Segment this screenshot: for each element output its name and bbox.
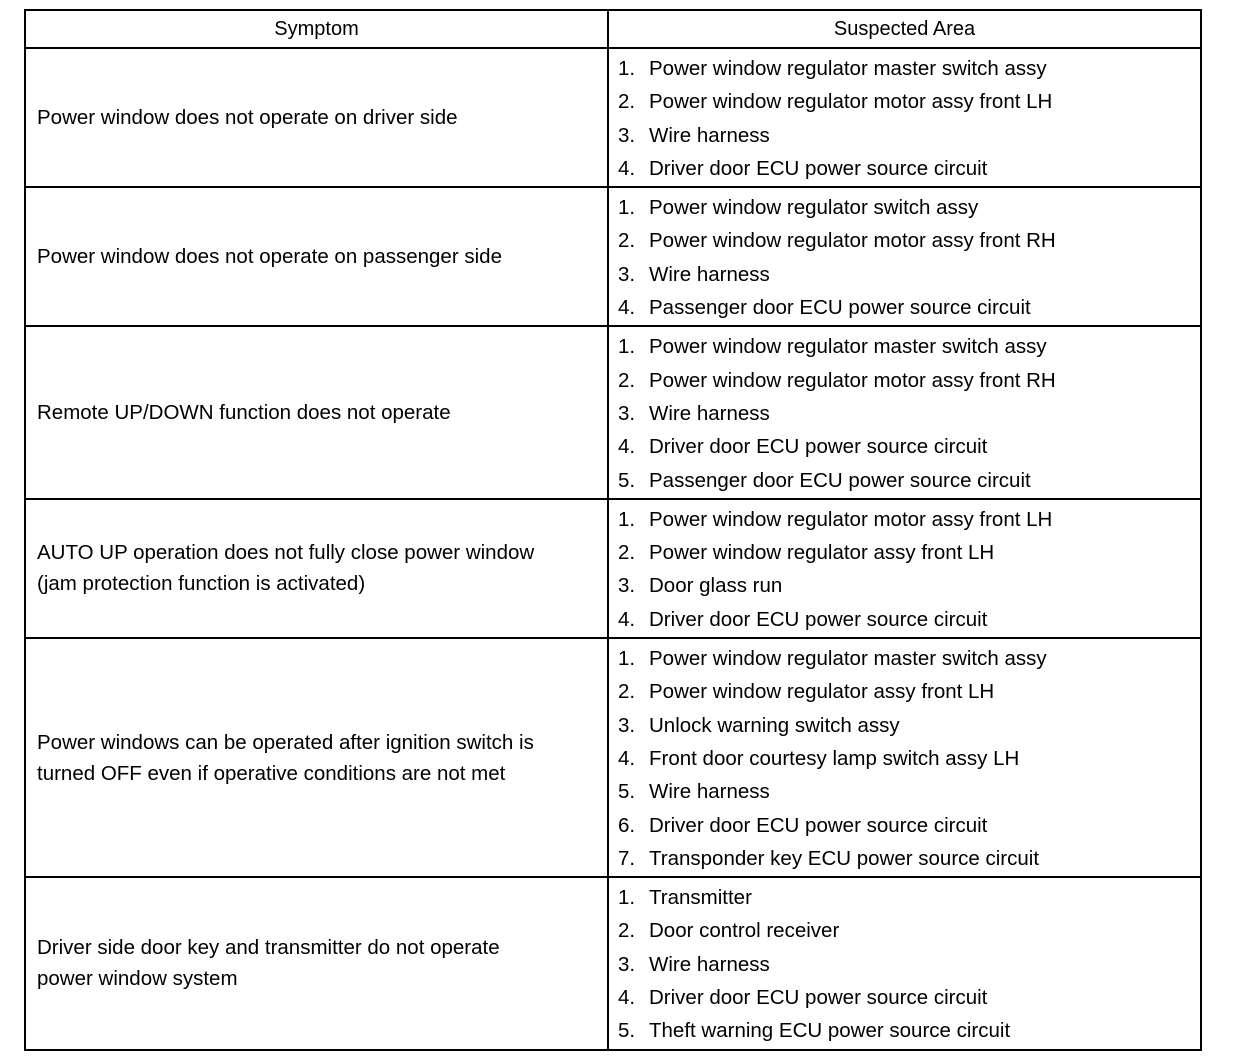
list-item bbox=[618, 842, 1200, 875]
list-item-number: 6. bbox=[618, 813, 636, 837]
list-item-number: 1. bbox=[618, 647, 636, 671]
list-item-text: Driver door ECU power source circuit bbox=[649, 986, 988, 1010]
list-item-number: 2. bbox=[618, 90, 636, 114]
list-item-number: 4. bbox=[618, 156, 636, 180]
symptom-text: Driver side door key and transmitter do not operate bbox=[37, 936, 500, 960]
list-item bbox=[618, 948, 1200, 981]
list-item-number: 3. bbox=[618, 401, 636, 425]
symptom-text: Power windows can be operated after ignition switch is bbox=[37, 730, 534, 754]
list-item bbox=[618, 224, 1200, 257]
list-item bbox=[618, 981, 1200, 1014]
list-item-text: Power window regulator motor assy front LH bbox=[649, 507, 1053, 531]
list-item-number: 7. bbox=[618, 846, 636, 870]
list-item-text: Driver door ECU power source circuit bbox=[649, 607, 988, 631]
list-item-number: 2. bbox=[618, 541, 636, 565]
list-item bbox=[618, 503, 1200, 536]
list-item-number: 3. bbox=[618, 123, 636, 147]
list-item-number: 5. bbox=[618, 468, 636, 492]
list-item bbox=[618, 397, 1200, 430]
list-item bbox=[618, 742, 1200, 775]
list-item-number: 1. bbox=[618, 335, 636, 359]
table-row bbox=[25, 877, 1201, 1049]
suspected-area-cell bbox=[608, 48, 1201, 187]
list-item-text: Theft warning ECU power source circuit bbox=[649, 1019, 1011, 1043]
list-item-text: Driver door ECU power source circuit bbox=[649, 156, 988, 180]
header-symptom: Symptom bbox=[25, 10, 608, 48]
list-item bbox=[618, 569, 1200, 602]
list-item-text: Transmitter bbox=[649, 886, 752, 910]
list-item-number: 5. bbox=[618, 780, 636, 804]
list-item-number: 3. bbox=[618, 713, 636, 737]
symptom-cell bbox=[25, 48, 608, 187]
list-item-number: 1. bbox=[618, 196, 636, 220]
list-item-number: 3. bbox=[618, 952, 636, 976]
list-item-text: Transponder key ECU power source circuit bbox=[649, 846, 1040, 870]
list-item bbox=[618, 775, 1200, 808]
suspected-area-list bbox=[618, 191, 1200, 324]
list-item bbox=[618, 675, 1200, 708]
list-item bbox=[618, 603, 1200, 636]
symptom-cell bbox=[25, 638, 608, 877]
table-row bbox=[25, 326, 1201, 498]
troubleshooting-table bbox=[24, 9, 1202, 1051]
list-item-number: 1. bbox=[618, 886, 636, 910]
list-item bbox=[618, 291, 1200, 324]
list-item-number: 4. bbox=[618, 296, 636, 320]
list-item-number: 4. bbox=[618, 435, 636, 459]
symptom-text: (jam protection function is activated) bbox=[37, 572, 366, 596]
symptom-text: Remote UP/DOWN function does not operate bbox=[37, 401, 451, 425]
list-item-text: Wire harness bbox=[649, 780, 770, 804]
list-item bbox=[618, 881, 1200, 914]
table-row bbox=[25, 499, 1201, 638]
list-item-text: Driver door ECU power source circuit bbox=[649, 435, 988, 459]
symptom-cell bbox=[25, 877, 608, 1049]
list-item bbox=[618, 330, 1200, 363]
list-item-number: 3. bbox=[618, 262, 636, 286]
suspected-area-list bbox=[618, 52, 1200, 185]
list-item bbox=[618, 642, 1200, 675]
suspected-area-list bbox=[618, 642, 1200, 875]
list-item-text: Wire harness bbox=[649, 952, 770, 976]
table-row bbox=[25, 187, 1201, 326]
symptom-cell bbox=[25, 326, 608, 498]
list-item-number: 2. bbox=[618, 680, 636, 704]
list-item-text: Wire harness bbox=[649, 262, 770, 286]
list-item-text: Power window regulator switch assy bbox=[649, 196, 979, 220]
suspected-area-cell bbox=[608, 877, 1201, 1049]
suspected-area-cell bbox=[608, 326, 1201, 498]
list-item-number: 1. bbox=[618, 507, 636, 531]
suspected-area-cell bbox=[608, 638, 1201, 877]
list-item-number: 2. bbox=[618, 919, 636, 943]
list-item-text: Passenger door ECU power source circuit bbox=[649, 468, 1031, 492]
header-row bbox=[25, 10, 1201, 48]
list-item-text: Front door courtesy lamp switch assy LH bbox=[649, 746, 1020, 770]
list-item-number: 4. bbox=[618, 607, 636, 631]
list-item-number: 1. bbox=[618, 57, 636, 80]
list-item bbox=[618, 52, 1200, 85]
list-item bbox=[618, 152, 1200, 185]
list-item bbox=[618, 364, 1200, 397]
list-item-number: 3. bbox=[618, 574, 636, 598]
list-item bbox=[618, 119, 1200, 152]
symptom-text: AUTO UP operation does not fully close power window bbox=[37, 541, 535, 565]
list-item-number: 2. bbox=[618, 229, 636, 253]
list-item-text: Wire harness bbox=[649, 123, 770, 147]
list-item-number: 4. bbox=[618, 746, 636, 770]
list-item bbox=[618, 1014, 1200, 1047]
list-item-text: Unlock warning switch assy bbox=[649, 713, 900, 737]
table-row bbox=[25, 638, 1201, 877]
symptom-text: Power window does not operate on passenger side bbox=[37, 245, 502, 269]
suspected-area-cell bbox=[608, 187, 1201, 326]
list-item bbox=[618, 464, 1200, 497]
symptom-cell bbox=[25, 499, 608, 638]
list-item-text: Power window regulator master switch assy bbox=[649, 57, 1047, 80]
list-item-number: 4. bbox=[618, 986, 636, 1010]
list-item-text: Door glass run bbox=[649, 574, 783, 598]
symptom-text: power window system bbox=[37, 967, 238, 991]
list-item bbox=[618, 258, 1200, 291]
list-item bbox=[618, 85, 1200, 118]
list-item-number: 5. bbox=[618, 1019, 636, 1043]
list-item bbox=[618, 536, 1200, 569]
list-item-text: Power window regulator assy front LH bbox=[649, 680, 995, 704]
symptom-text: Power window does not operate on driver side bbox=[37, 106, 458, 130]
list-item-text: Power window regulator master switch assy bbox=[649, 647, 1047, 671]
list-item-text: Power window regulator assy front LH bbox=[649, 541, 995, 565]
list-item-text: Wire harness bbox=[649, 401, 770, 425]
list-item-text: Power window regulator motor assy front RH bbox=[649, 229, 1056, 253]
list-item bbox=[618, 709, 1200, 742]
list-item bbox=[618, 809, 1200, 842]
list-item-text: Door control receiver bbox=[649, 919, 840, 943]
list-item bbox=[618, 914, 1200, 947]
list-item-text: Power window regulator master switch assy bbox=[649, 335, 1047, 359]
list-item-text: Power window regulator motor assy front RH bbox=[649, 368, 1056, 392]
symptom-cell bbox=[25, 187, 608, 326]
header-suspected-area: Suspected Area bbox=[608, 10, 1201, 48]
suspected-area-list bbox=[618, 881, 1200, 1047]
list-item-text: Passenger door ECU power source circuit bbox=[649, 296, 1031, 320]
table-row bbox=[25, 48, 1201, 187]
suspected-area-list bbox=[618, 330, 1200, 496]
list-item-number: 2. bbox=[618, 368, 636, 392]
list-item-text: Power window regulator motor assy front LH bbox=[649, 90, 1053, 114]
suspected-area-list bbox=[618, 503, 1200, 636]
list-item bbox=[618, 430, 1200, 463]
suspected-area-cell bbox=[608, 499, 1201, 638]
list-item-text: Driver door ECU power source circuit bbox=[649, 813, 988, 837]
list-item bbox=[618, 191, 1200, 224]
symptom-text: turned OFF even if operative conditions are not met bbox=[37, 761, 506, 785]
